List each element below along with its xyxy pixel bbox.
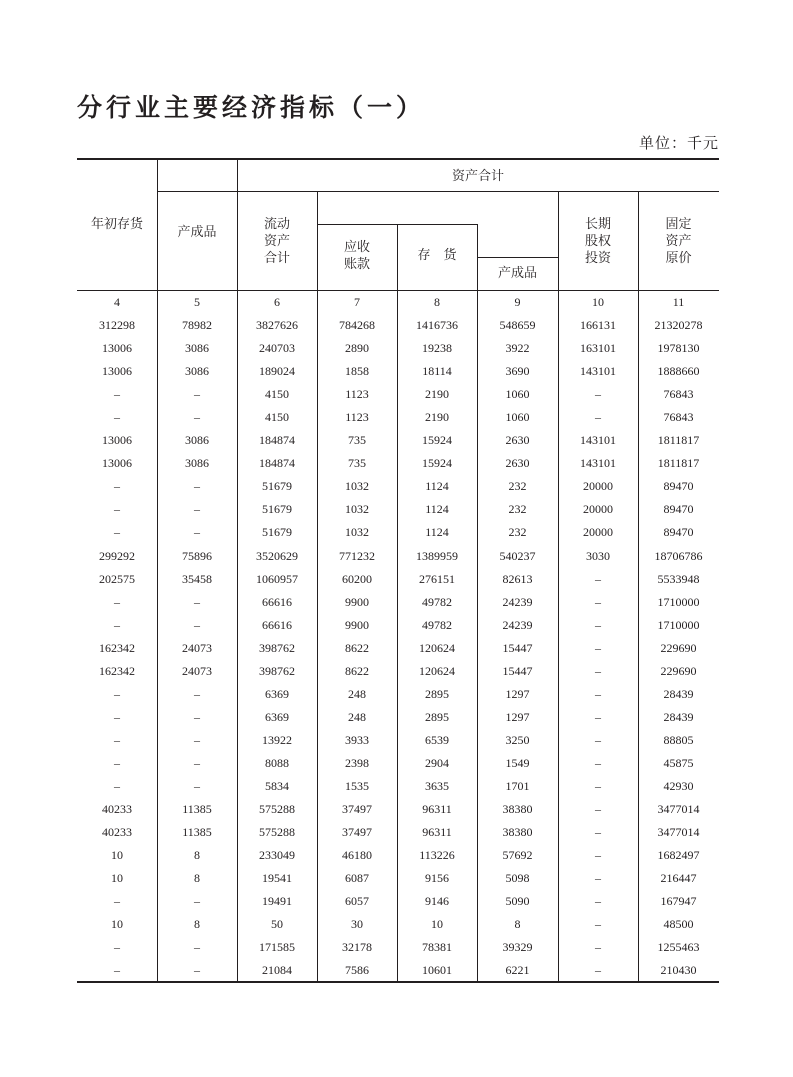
table-row-cell: 89470: [663, 525, 694, 539]
table-row-cell: –: [194, 410, 200, 424]
table-row-cell: 3635: [425, 779, 449, 793]
table-row-cell: 49782: [422, 595, 452, 609]
table-row-cell: 575288: [259, 825, 295, 839]
table-row-cell: 18706786: [654, 549, 703, 563]
page-title: 分行业主要经济指标（一）: [77, 93, 426, 122]
table-row-cell: 189024: [259, 364, 295, 378]
table-row-cell: –: [595, 963, 601, 977]
table-row-cell: –: [595, 825, 601, 839]
header-fixed-assets: 固定 资产 原价: [665, 217, 692, 266]
table-row-cell: 4150: [265, 387, 289, 401]
table-row-cell: –: [194, 618, 200, 632]
table-row-cell: 38380: [502, 802, 533, 816]
table-row-cell: 15924: [422, 456, 452, 470]
table-row-cell: 13922: [262, 733, 292, 747]
table-row-cell: 10: [111, 848, 123, 862]
table-row-cell: 184874: [259, 456, 295, 470]
header-long-term-equity: 长期 股权 投资: [584, 217, 611, 266]
table-row-cell: 20000: [583, 479, 613, 493]
table-row-cell: –: [595, 871, 601, 885]
table-row-cell: 51679: [262, 525, 292, 539]
table-row-cell: 76843: [663, 410, 694, 424]
table-row-cell: 15447: [502, 641, 533, 655]
table-row-cell: 166131: [580, 318, 616, 332]
table-row-cell: 96311: [422, 802, 452, 816]
table-row-cell: 1535: [345, 779, 369, 793]
table-row-cell: 15447: [502, 664, 533, 678]
table-row-cell: 1978130: [657, 341, 700, 355]
column-number-cell: 5: [194, 295, 200, 309]
table-row-cell: 78982: [182, 318, 212, 332]
table-row-cell: 784268: [339, 318, 375, 332]
table-row-cell: 39329: [502, 940, 533, 954]
table-row-cell: 6221: [505, 963, 530, 977]
table-row-cell: 771232: [339, 549, 375, 563]
table-row-cell: 1811817: [657, 456, 700, 470]
table-row-cell: 30: [351, 917, 363, 931]
table-row-cell: 45875: [663, 756, 694, 770]
table-row-cell: –: [595, 618, 601, 632]
table-row-cell: 3477014: [657, 802, 700, 816]
table-row-cell: –: [194, 779, 200, 793]
table-row-cell: 24239: [502, 618, 533, 632]
table-row-cell: 5090: [505, 894, 530, 908]
table-row-cell: 163101: [580, 341, 616, 355]
table-row-cell: 37497: [342, 802, 372, 816]
table-row-cell: –: [595, 710, 601, 724]
table-row-cell: 51679: [262, 502, 292, 516]
column-number-cell: 4: [114, 295, 120, 309]
table-row-cell: 32178: [342, 940, 372, 954]
table-row-cell: 3933: [345, 733, 369, 747]
table-row-cell: 162342: [99, 641, 135, 655]
table-row-cell: 299292: [99, 549, 135, 563]
table-row-cell: 35458: [182, 572, 212, 586]
table-row-cell: 3690: [505, 364, 530, 378]
table-row-cell: 60200: [342, 572, 372, 586]
table-row-cell: 548659: [499, 318, 536, 332]
table-row-cell: 1255463: [657, 940, 700, 954]
table-row-cell: 120624: [419, 641, 455, 655]
table-row-cell: 1811817: [657, 433, 700, 447]
table-row-cell: –: [114, 410, 120, 424]
header-finished-products: 产成品: [177, 225, 217, 240]
table-row-cell: –: [194, 595, 200, 609]
column-number-cell: 10: [592, 295, 604, 309]
table-row-cell: 202575: [99, 572, 135, 586]
table-row-cell: 6057: [345, 894, 369, 908]
table-row-cell: 1389959: [416, 549, 458, 563]
table-row-cell: –: [114, 963, 120, 977]
table-row-cell: 735: [348, 433, 366, 447]
table-row-cell: 2630: [505, 433, 530, 447]
table-row-cell: –: [114, 894, 120, 908]
table-row-cell: 1060: [505, 387, 530, 401]
table-row-cell: 162342: [99, 664, 135, 678]
table-row-cell: –: [194, 502, 200, 516]
table-row-cell: –: [194, 963, 200, 977]
table-row-cell: 57692: [502, 848, 533, 862]
table-row-cell: 28439: [663, 687, 694, 701]
table-row-cell: –: [595, 387, 601, 401]
table-row-cell: 21320278: [654, 318, 703, 332]
table-row-cell: –: [595, 848, 601, 862]
table-row-cell: –: [194, 940, 200, 954]
table-row-cell: 143101: [580, 433, 616, 447]
table-row-cell: 40233: [102, 825, 132, 839]
table-row-cell: 1416736: [416, 318, 458, 332]
table-row-cell: –: [595, 894, 601, 908]
table-row-cell: 2895: [425, 687, 449, 701]
table-row-cell: 8088: [265, 756, 289, 770]
table-row-cell: 2890: [345, 341, 369, 355]
table-row-cell: 2630: [505, 456, 530, 470]
table-row-cell: 19238: [422, 341, 452, 355]
table-row-cell: –: [114, 595, 120, 609]
table-row-cell: 38380: [502, 825, 533, 839]
table-row-cell: 20000: [583, 502, 613, 516]
table-row-cell: 398762: [259, 664, 295, 678]
table-row-cell: 240703: [259, 341, 295, 355]
table-row-cell: 10: [111, 871, 123, 885]
table-row-cell: 2904: [425, 756, 449, 770]
table-row-cell: 3922: [505, 341, 530, 355]
table-row-cell: 13006: [102, 364, 132, 378]
table-row-cell: 96311: [422, 825, 452, 839]
table-row-cell: –: [114, 618, 120, 632]
table-row-cell: 49782: [422, 618, 452, 632]
column-number-cell: 11: [672, 295, 685, 309]
table-row-cell: 398762: [259, 641, 295, 655]
table-row-cell: 19491: [262, 894, 292, 908]
table-row-cell: 1124: [425, 502, 449, 516]
table-row-cell: 1032: [345, 502, 369, 516]
table-row-cell: 7586: [345, 963, 369, 977]
table-row-cell: 20000: [583, 525, 613, 539]
table-row-cell: –: [595, 664, 601, 678]
table-row-cell: 48500: [663, 917, 694, 931]
table-row-cell: –: [595, 917, 601, 931]
header-inventory: 存 货: [417, 248, 457, 263]
table-row-cell: 8: [514, 917, 521, 931]
table-row-cell: 2398: [345, 756, 369, 770]
table-row-cell: 13006: [102, 433, 132, 447]
table-row-cell: 24073: [182, 664, 212, 678]
table-row-cell: 21084: [262, 963, 292, 977]
table-row-cell: 8622: [345, 641, 369, 655]
table-row-cell: –: [595, 410, 601, 424]
table-row-cell: 66616: [262, 595, 292, 609]
table-row-cell: 13006: [102, 456, 132, 470]
header-line-products: [477, 257, 558, 258]
table-row-cell: 3520629: [256, 549, 298, 563]
table-row-cell: 10601: [422, 963, 452, 977]
table-row-cell: 5834: [265, 779, 289, 793]
table-row-cell: 9156: [425, 871, 449, 885]
table-row-cell: 6369: [265, 710, 289, 724]
table-row-cell: –: [194, 525, 200, 539]
table-row-cell: 8: [194, 917, 200, 931]
table-row-cell: –: [114, 756, 120, 770]
table-row-cell: –: [194, 733, 200, 747]
table-row-cell: 1858: [345, 364, 369, 378]
table-row-cell: 89470: [663, 502, 694, 516]
table-row-cell: 15924: [422, 433, 452, 447]
table-row-cell: 540237: [499, 549, 536, 563]
table-row-cell: 76843: [663, 387, 694, 401]
table-row-cell: 75896: [182, 549, 212, 563]
table-row-cell: 5098: [505, 871, 530, 885]
table-row-cell: 50: [271, 917, 283, 931]
table-row-cell: 8: [194, 871, 200, 885]
header-receivables: 应收 账款: [343, 240, 370, 272]
table-row-cell: 10: [431, 917, 443, 931]
table-row-cell: 1124: [425, 479, 449, 493]
header-current-assets: 流动 资产 合计: [263, 217, 290, 266]
table-row-cell: 113226: [419, 848, 455, 862]
table-row-cell: 78381: [422, 940, 452, 954]
header-finished-products-2: 产成品: [497, 266, 537, 281]
table-row-cell: 3250: [505, 733, 530, 747]
table-row-cell: 171585: [259, 940, 295, 954]
table-row-cell: 5533948: [657, 572, 700, 586]
table-row-cell: 1682497: [657, 848, 700, 862]
table-row-cell: 312298: [99, 318, 135, 332]
table-row-cell: 1123: [345, 387, 369, 401]
table-row-cell: 735: [348, 456, 366, 470]
table-row-cell: 1060957: [256, 572, 298, 586]
table-row-cell: 24239: [502, 595, 533, 609]
table-row-cell: 37497: [342, 825, 372, 839]
header-assets-total: 资产合计: [451, 169, 504, 184]
table-row-cell: 88805: [663, 733, 694, 747]
table-row-cell: 232: [508, 525, 527, 539]
unit-label: 单位：千元: [638, 134, 719, 152]
table-row-cell: 89470: [663, 479, 694, 493]
table-row-cell: 120624: [419, 664, 455, 678]
table-row-cell: 1032: [345, 479, 369, 493]
table-row-cell: –: [194, 756, 200, 770]
table-row-cell: –: [114, 733, 120, 747]
table-row-cell: 216447: [660, 871, 697, 885]
table-row-cell: 4150: [265, 410, 289, 424]
table-row-cell: 3477014: [657, 825, 700, 839]
table-row-cell: 229690: [660, 641, 697, 655]
table-row-cell: 143101: [580, 456, 616, 470]
table-row-cell: –: [595, 595, 601, 609]
table-row-cell: 24073: [182, 641, 212, 655]
table-row-cell: –: [595, 756, 601, 770]
table-row-cell: 2190: [425, 410, 449, 424]
table-row-cell: 3086: [185, 341, 209, 355]
table-row-cell: 9146: [425, 894, 449, 908]
table-row-cell: 3086: [185, 456, 209, 470]
table-row-cell: 6369: [265, 687, 289, 701]
table-row-cell: –: [114, 502, 120, 516]
table-row-cell: 233049: [259, 848, 295, 862]
table-row-cell: –: [595, 940, 601, 954]
table-row-cell: –: [595, 641, 601, 655]
table-row-cell: 13006: [102, 341, 132, 355]
table-row-cell: 1701: [505, 779, 530, 793]
table-row-cell: 3086: [185, 433, 209, 447]
table-row-cell: –: [194, 894, 200, 908]
table-row-cell: 167947: [660, 894, 697, 908]
table-row-cell: –: [114, 479, 120, 493]
table-row-cell: 184874: [259, 433, 295, 447]
column-number-cell: 9: [514, 295, 521, 309]
table-row-cell: –: [194, 479, 200, 493]
table-row-cell: –: [595, 733, 601, 747]
table-row-cell: –: [595, 802, 601, 816]
table-row-cell: –: [114, 525, 120, 539]
table-row-cell: 1060: [505, 410, 530, 424]
table-row-cell: 8: [194, 848, 200, 862]
table-row-cell: –: [595, 687, 601, 701]
table-row-cell: 11385: [182, 825, 212, 839]
table-row-cell: –: [114, 779, 120, 793]
table-row-cell: 82613: [502, 572, 533, 586]
table-row-cell: –: [595, 779, 601, 793]
table-row-cell: 1297: [505, 687, 530, 701]
table-row-cell: 210430: [660, 963, 697, 977]
table-row-cell: 18114: [422, 364, 452, 378]
table-row-cell: 3030: [586, 549, 610, 563]
table-row-cell: 229690: [660, 664, 697, 678]
table-row-cell: –: [114, 387, 120, 401]
table-row-cell: 19541: [262, 871, 292, 885]
table-row-cell: 3827626: [256, 318, 298, 332]
table-row-cell: –: [114, 940, 120, 954]
table-row-cell: 51679: [262, 479, 292, 493]
table-row-cell: 42930: [663, 779, 694, 793]
table-row-cell: 9900: [345, 595, 369, 609]
table-row-cell: 232: [508, 502, 527, 516]
table-row-cell: 2190: [425, 387, 449, 401]
header-inventory-begin: 年初存货: [90, 217, 143, 232]
table-row-cell: 9900: [345, 618, 369, 632]
table-row-cell: 276151: [419, 572, 455, 586]
table-row-cell: 1710000: [657, 595, 700, 609]
table-top-rule: [77, 158, 719, 160]
table-row-cell: –: [595, 572, 601, 586]
table-row-cell: 40233: [102, 802, 132, 816]
table-row-cell: 6539: [425, 733, 449, 747]
table-row-cell: 575288: [259, 802, 295, 816]
table-row-cell: 248: [348, 687, 366, 701]
table-row-cell: –: [194, 710, 200, 724]
table-row-cell: 1888660: [657, 364, 700, 378]
table-row-cell: 1297: [505, 710, 530, 724]
table-row-cell: –: [194, 687, 200, 701]
column-number-cell: 7: [354, 295, 360, 309]
table-row-cell: 46180: [342, 848, 372, 862]
table-row-cell: 232: [508, 479, 527, 493]
table-row-cell: 28439: [663, 710, 694, 724]
table-row-cell: 2895: [425, 710, 449, 724]
table-row-cell: 66616: [262, 618, 292, 632]
table-row-cell: 8622: [345, 664, 369, 678]
table-row-cell: 6087: [345, 871, 369, 885]
table-row-cell: –: [114, 687, 120, 701]
table-row-cell: 10: [111, 917, 123, 931]
table-row-cell: –: [194, 387, 200, 401]
column-number-cell: 6: [274, 295, 280, 309]
table-row-cell: 1123: [345, 410, 369, 424]
header-line-group: [157, 191, 719, 192]
table-row-cell: 1549: [505, 756, 530, 770]
table-row-cell: 248: [348, 710, 366, 724]
table-row-cell: 1032: [345, 525, 369, 539]
table-row-cell: 1124: [425, 525, 449, 539]
table-row-cell: –: [114, 710, 120, 724]
table-row-cell: 143101: [580, 364, 616, 378]
table-row-cell: 11385: [182, 802, 212, 816]
table-row-cell: 1710000: [657, 618, 700, 632]
table-row-cell: 3086: [185, 364, 209, 378]
column-number-cell: 8: [434, 295, 440, 309]
